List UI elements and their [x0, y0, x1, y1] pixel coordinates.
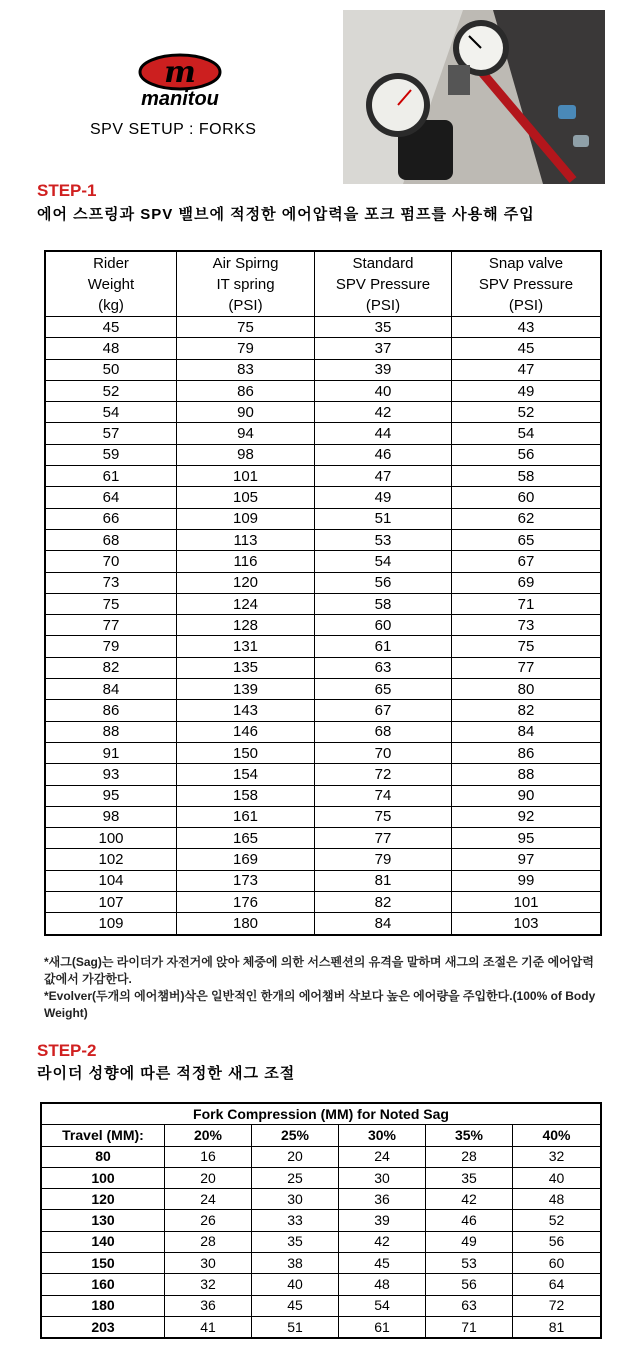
table-row	[45, 380, 601, 401]
table-row	[41, 1189, 601, 1210]
table-cell: 38	[252, 1253, 339, 1274]
table-cell: 154	[177, 764, 315, 785]
step2-description: 라이더 성향에 따른 적정한 새그 조절	[37, 1065, 296, 1082]
table2-title: Fork Compression (MM) for Noted Sag	[41, 1103, 601, 1125]
table-cell: 161	[177, 806, 315, 827]
table-cell: 120	[41, 1189, 165, 1210]
table-cell: 90	[452, 785, 602, 806]
table-cell: 86	[452, 742, 602, 763]
table-cell: 60	[452, 487, 602, 508]
table-cell: 54	[315, 551, 452, 572]
table-row	[45, 828, 601, 849]
table-cell: 180	[41, 1295, 165, 1316]
table-row	[45, 721, 601, 742]
table-cell: 71	[452, 593, 602, 614]
table-cell: 90	[177, 402, 315, 423]
table-row	[45, 551, 601, 572]
table-cell: 86	[177, 380, 315, 401]
table-cell: 99	[452, 870, 602, 891]
table-cell: 28	[165, 1231, 252, 1252]
table-cell: 79	[315, 849, 452, 870]
table-cell: 54	[45, 402, 177, 423]
table-cell: 66	[45, 508, 177, 529]
table-cell: 79	[177, 338, 315, 359]
table-cell: 63	[315, 657, 452, 678]
table-cell: 75	[177, 317, 315, 338]
table-cell: 62	[452, 508, 602, 529]
table-cell: 203	[41, 1316, 165, 1338]
table-cell: 94	[177, 423, 315, 444]
table-cell: 77	[452, 657, 602, 678]
table-cell: 81	[513, 1316, 602, 1338]
step1-description: 에어 스프링과 SPV 밸브에 적정한 에어압력을 포크 펌프를 사용해 주입	[37, 206, 535, 223]
table-cell: 101	[177, 466, 315, 487]
table-cell: 146	[177, 721, 315, 742]
table-cell: 30	[165, 1253, 252, 1274]
table-cell: 24	[339, 1146, 426, 1167]
table-cell: 64	[45, 487, 177, 508]
table-row	[45, 572, 601, 593]
table-cell: 82	[45, 657, 177, 678]
header-sag-35: 35%	[426, 1125, 513, 1146]
table-row	[45, 317, 601, 338]
table-cell: 33	[252, 1210, 339, 1231]
table-cell: 58	[315, 593, 452, 614]
table-cell: 81	[315, 870, 452, 891]
table-cell: 107	[45, 892, 177, 913]
table-cell: 64	[513, 1274, 602, 1295]
table-cell: 45	[252, 1295, 339, 1316]
header-sag-30: 30%	[339, 1125, 426, 1146]
table-cell: 26	[165, 1210, 252, 1231]
header-snap-valve-spv: Snap valve SPV Pressure (PSI)	[452, 251, 602, 317]
table-cell: 67	[315, 700, 452, 721]
table-cell: 52	[45, 380, 177, 401]
header-sag-25: 25%	[252, 1125, 339, 1146]
table-row	[41, 1253, 601, 1274]
table-cell: 68	[45, 529, 177, 550]
table-row	[45, 508, 601, 529]
table-cell: 42	[315, 402, 452, 423]
manitou-logo	[112, 52, 248, 110]
header-sag-40: 40%	[513, 1125, 602, 1146]
table-cell: 130	[41, 1210, 165, 1231]
table-cell: 42	[339, 1231, 426, 1252]
table-cell: 75	[315, 806, 452, 827]
table-cell: 71	[426, 1316, 513, 1338]
table-cell: 72	[315, 764, 452, 785]
table-row	[45, 742, 601, 763]
table-row	[45, 615, 601, 636]
table-cell: 93	[45, 764, 177, 785]
table-cell: 57	[45, 423, 177, 444]
table-cell: 48	[339, 1274, 426, 1295]
table-cell: 30	[339, 1167, 426, 1188]
table-cell: 165	[177, 828, 315, 849]
note-evolver: *Evolver(두개의 에어챔버)삭은 일반적인 한개의 에어챔버 삭보다 높은 에어량을 주입한다.(100% of Body Weight)	[44, 989, 596, 1020]
header-sag-20: 20%	[165, 1125, 252, 1146]
table-cell: 58	[452, 466, 602, 487]
table-row	[45, 636, 601, 657]
table-cell: 88	[452, 764, 602, 785]
table-cell: 56	[315, 572, 452, 593]
table-cell: 91	[45, 742, 177, 763]
table-cell: 180	[177, 913, 315, 935]
table-cell: 48	[513, 1189, 602, 1210]
table-cell: 44	[315, 423, 452, 444]
table-cell: 43	[452, 317, 602, 338]
table-cell: 84	[315, 913, 452, 935]
table-row	[45, 785, 601, 806]
table-cell: 124	[177, 593, 315, 614]
table-cell: 61	[339, 1316, 426, 1338]
table-row	[45, 466, 601, 487]
table-row	[45, 764, 601, 785]
table-cell: 39	[339, 1210, 426, 1231]
table-cell: 20	[165, 1167, 252, 1188]
table-cell: 82	[452, 700, 602, 721]
table-cell: 97	[452, 849, 602, 870]
table-row	[45, 487, 601, 508]
table-cell: 61	[315, 636, 452, 657]
step2-label: STEP-2	[37, 1041, 97, 1060]
table-cell: 103	[452, 913, 602, 935]
table-cell: 113	[177, 529, 315, 550]
table-cell: 54	[339, 1295, 426, 1316]
table-cell: 77	[315, 828, 452, 849]
table-row	[41, 1316, 601, 1338]
table-cell: 65	[315, 679, 452, 700]
table-cell: 20	[252, 1146, 339, 1167]
table-cell: 72	[513, 1295, 602, 1316]
step1-label: STEP-1	[37, 181, 97, 200]
table-cell: 69	[452, 572, 602, 593]
table-cell: 45	[339, 1253, 426, 1274]
table-cell: 116	[177, 551, 315, 572]
table-row	[45, 679, 601, 700]
table-cell: 47	[315, 466, 452, 487]
table-cell: 42	[426, 1189, 513, 1210]
table-cell: 73	[452, 615, 602, 636]
table-cell: 45	[452, 338, 602, 359]
sag-notes	[44, 954, 604, 1022]
table-row	[41, 1231, 601, 1252]
table-cell: 53	[426, 1253, 513, 1274]
table-cell: 36	[339, 1189, 426, 1210]
table-cell: 40	[252, 1274, 339, 1295]
table-cell: 100	[45, 828, 177, 849]
header-rider-weight: Rider Weight (kg)	[45, 251, 177, 317]
table-cell: 56	[426, 1274, 513, 1295]
table-row	[45, 700, 601, 721]
table-cell: 45	[45, 317, 177, 338]
table-cell: 61	[45, 466, 177, 487]
table-row	[45, 529, 601, 550]
table-row	[45, 849, 601, 870]
table-cell: 49	[452, 380, 602, 401]
table-cell: 101	[452, 892, 602, 913]
table-cell: 80	[41, 1146, 165, 1167]
table-row	[45, 593, 601, 614]
table-cell: 46	[315, 444, 452, 465]
table-cell: 105	[177, 487, 315, 508]
table1-header-row	[45, 251, 601, 317]
table-cell: 84	[452, 721, 602, 742]
table-cell: 86	[45, 700, 177, 721]
table-cell: 67	[452, 551, 602, 572]
table-cell: 51	[315, 508, 452, 529]
table-cell: 77	[45, 615, 177, 636]
table-cell: 48	[45, 338, 177, 359]
table-row	[45, 402, 601, 423]
table-cell: 128	[177, 615, 315, 636]
table-cell: 70	[45, 551, 177, 572]
table-cell: 16	[165, 1146, 252, 1167]
table-cell: 52	[513, 1210, 602, 1231]
table-cell: 158	[177, 785, 315, 806]
table-cell: 51	[252, 1316, 339, 1338]
table-cell: 60	[315, 615, 452, 636]
table-cell: 150	[177, 742, 315, 763]
table-cell: 59	[45, 444, 177, 465]
table-cell: 54	[452, 423, 602, 444]
table-cell: 160	[41, 1274, 165, 1295]
table-cell: 104	[45, 870, 177, 891]
table-row	[45, 806, 601, 827]
table-row	[45, 359, 601, 380]
sag-compression-table	[40, 1102, 602, 1339]
table-cell: 176	[177, 892, 315, 913]
table-cell: 88	[45, 721, 177, 742]
table-cell: 150	[41, 1253, 165, 1274]
table-cell: 49	[426, 1231, 513, 1252]
table-cell: 98	[177, 444, 315, 465]
table-cell: 56	[513, 1231, 602, 1252]
product-photo	[343, 10, 605, 184]
table-cell: 92	[452, 806, 602, 827]
table-row	[41, 1274, 601, 1295]
table-cell: 39	[315, 359, 452, 380]
table-cell: 95	[452, 828, 602, 849]
table-cell: 73	[45, 572, 177, 593]
table-cell: 70	[315, 742, 452, 763]
table-row	[41, 1146, 601, 1167]
table-cell: 56	[452, 444, 602, 465]
table-cell: 109	[177, 508, 315, 529]
table-cell: 40	[513, 1167, 602, 1188]
table-cell: 35	[252, 1231, 339, 1252]
table-cell: 84	[45, 679, 177, 700]
table-cell: 32	[165, 1274, 252, 1295]
logo-wordmark: manitou	[141, 88, 219, 110]
table-cell: 35	[315, 317, 452, 338]
table-cell: 120	[177, 572, 315, 593]
table-cell: 49	[315, 487, 452, 508]
air-pressure-table	[44, 250, 602, 936]
table-cell: 95	[45, 785, 177, 806]
table-cell: 65	[452, 529, 602, 550]
table-row	[45, 444, 601, 465]
table-cell: 41	[165, 1316, 252, 1338]
table-cell: 74	[315, 785, 452, 806]
page-subtitle: SPV SETUP : FORKS	[90, 121, 257, 138]
table-cell: 80	[452, 679, 602, 700]
table-cell: 60	[513, 1253, 602, 1274]
table-cell: 47	[452, 359, 602, 380]
table-cell: 109	[45, 913, 177, 935]
table-cell: 36	[165, 1295, 252, 1316]
table-cell: 32	[513, 1146, 602, 1167]
table-cell: 52	[452, 402, 602, 423]
table-cell: 169	[177, 849, 315, 870]
table-cell: 30	[252, 1189, 339, 1210]
table-cell: 173	[177, 870, 315, 891]
table-cell: 63	[426, 1295, 513, 1316]
table-cell: 25	[252, 1167, 339, 1188]
table-row	[45, 338, 601, 359]
table-row	[41, 1167, 601, 1188]
table-cell: 50	[45, 359, 177, 380]
table-cell: 75	[452, 636, 602, 657]
table-row	[45, 423, 601, 444]
table-cell: 37	[315, 338, 452, 359]
header-travel: Travel (MM):	[41, 1125, 165, 1146]
table-cell: 68	[315, 721, 452, 742]
table-row	[41, 1210, 601, 1231]
table2-title-row	[41, 1103, 601, 1125]
header-air-spring: Air Spirng IT spring (PSI)	[177, 251, 315, 317]
table-row	[45, 870, 601, 891]
table-row	[45, 892, 601, 913]
table-cell: 102	[45, 849, 177, 870]
table-cell: 35	[426, 1167, 513, 1188]
table-cell: 24	[165, 1189, 252, 1210]
table-row	[45, 913, 601, 935]
table-row	[41, 1295, 601, 1316]
table-cell: 53	[315, 529, 452, 550]
table-cell: 140	[41, 1231, 165, 1252]
header-standard-spv: Standard SPV Pressure (PSI)	[315, 251, 452, 317]
table-cell: 100	[41, 1167, 165, 1188]
table-cell: 79	[45, 636, 177, 657]
table-cell: 139	[177, 679, 315, 700]
table-cell: 75	[45, 593, 177, 614]
logo-mark: m	[164, 55, 196, 90]
table-cell: 82	[315, 892, 452, 913]
table-cell: 143	[177, 700, 315, 721]
note-sag: *새그(Sag)는 라이더가 자전거에 앉아 체중에 의한 서스펜션의 유격을 말하며 새그의 조절은 기준 에어압력값에서 가감한다.	[44, 955, 594, 986]
table-cell: 98	[45, 806, 177, 827]
table-row	[45, 657, 601, 678]
table-cell: 46	[426, 1210, 513, 1231]
table-cell: 40	[315, 380, 452, 401]
table-cell: 131	[177, 636, 315, 657]
table-cell: 135	[177, 657, 315, 678]
table2-header-row	[41, 1125, 601, 1146]
table-cell: 28	[426, 1146, 513, 1167]
table-cell: 83	[177, 359, 315, 380]
